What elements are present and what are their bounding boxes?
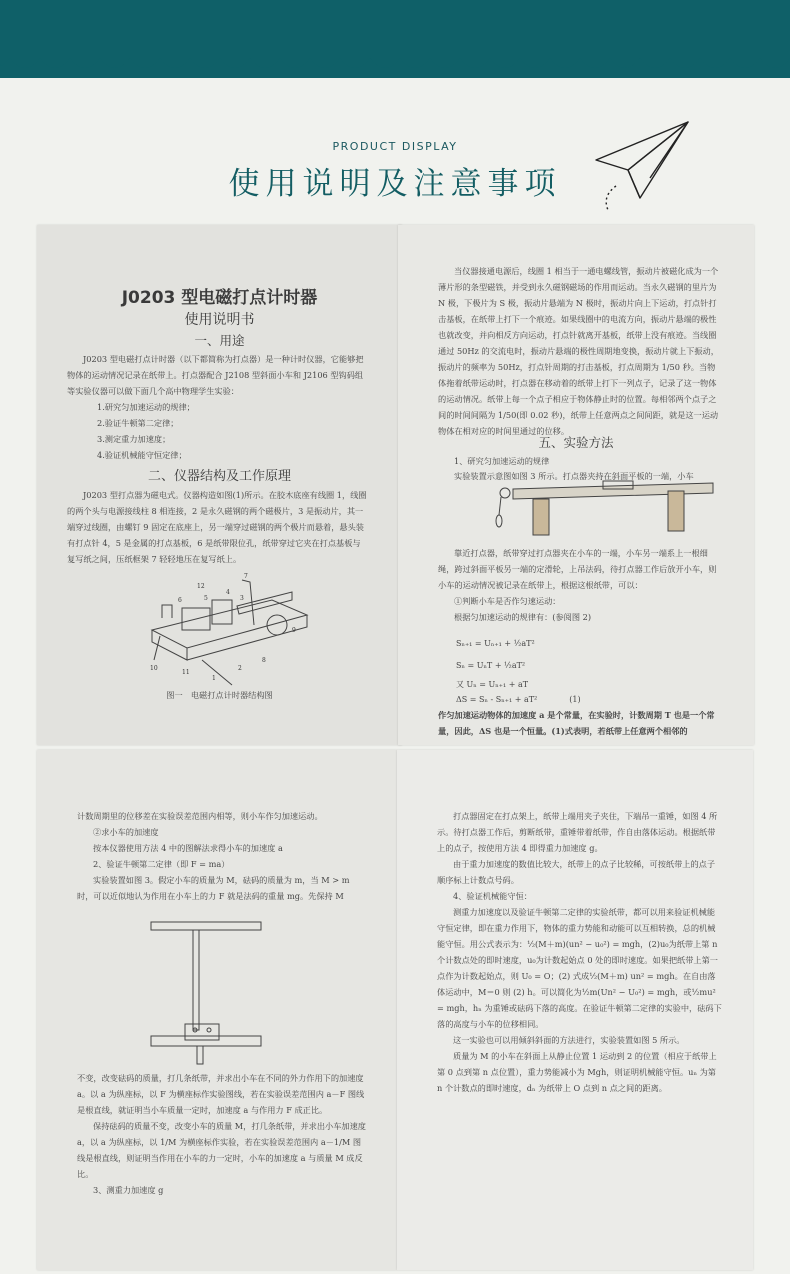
page3-text-bottom xyxy=(77,1070,367,1198)
diagram-label: 5 xyxy=(204,595,208,602)
manual-page-1 xyxy=(37,225,402,745)
formula-line: 又 Uₙ = Uₙ₊₁ + aT xyxy=(456,680,529,689)
page3-item: 3、测重力加速度 g xyxy=(93,1185,164,1195)
method-item: 1、研究匀加速运动的规律 xyxy=(454,456,550,466)
conclusion-text: 作匀加速运动物体的加速度 a 是个常量，在实验时，计数周期 T 也是一个常量，因此，ΔS 也是一个恒量。(1)式表明，若纸带上任意两个相邻的 xyxy=(438,710,715,736)
diagram-label: 6 xyxy=(178,597,182,604)
diagram-label: 1 xyxy=(212,675,216,682)
formula-line: ΔS = Sₙ - Sₙ₊₁ + aT² (1) xyxy=(456,695,581,704)
page3-paragraph: 计数周期里的位移差在实验误差范围内相等，则小车作匀加速运动。 xyxy=(77,811,323,821)
usage-text xyxy=(67,351,367,463)
page3-text-top xyxy=(77,808,367,904)
incline-apparatus-diagram xyxy=(493,475,723,545)
page-title: 使用说明及注意事项 xyxy=(228,166,562,202)
page3-paragraph: 不变，改变砝码的质量，打几条纸带，并求出小车在不同的外力作用下的加速度 a。以 a 为纵座标，以 F 为横座标作实验图线，若在实验误差范围内 a－F 图线是根直线，就证明当小车质量一定时，加速度 a 与作用力 F 成正比。 xyxy=(77,1073,365,1115)
diagram-label: 4 xyxy=(226,589,230,596)
diagram-label: 12 xyxy=(197,583,205,590)
page4-item: 4、验证机械能守恒： xyxy=(453,891,532,901)
diagram-label: 11 xyxy=(182,669,190,676)
section-heading-structure: 二、仪器结构及工作原理 xyxy=(147,469,291,484)
page4-text xyxy=(437,808,722,1096)
list-item: 3.测定重力加速度； xyxy=(97,434,171,444)
structure-paragraph: J0203 型打点器为磁电式。仪器构造如图(1)所示。在胶木底座有线圈 1，线圈的两个头与电源接线柱 8 相连接，2 是永久磁钢的两个磁极片，3 是振动片，其一端穿过线圈，由螺钉 9 固定在底座上，另一端穿过磁钢的两个极片而悬着，悬头装有打点针 4，5 是金属的打点基板，6 是纸带限位孔，纸带穿过它夹在打点基板与复写纸之间，压纸框架 7 轻轻地压在复写纸上。 xyxy=(67,490,367,564)
list-item: 1.研究匀加速运动的规律； xyxy=(97,402,195,412)
page4-paragraph: 由于重力加速度的数值比较大，纸带上的点子比较稀，可按纸带上的点子顺序标上计数点号码。 xyxy=(437,859,716,885)
section-heading-method: 五、实验方法 xyxy=(538,435,614,450)
manual-subtitle: 使用说明书 xyxy=(184,312,255,328)
page4-paragraph: 打点器固定在打点架上，纸带上端用夹子夹住，下端吊一重锤，如图 4 所示。待打点器工作后，剪断纸带，重锤带着纸带，作自由落体运动。根据纸带上的点子，按使用方法 4 即得重力加速度 g。 xyxy=(437,811,718,853)
page3-item: 2、验证牛顿第二定律（即 F = ma） xyxy=(93,859,230,869)
page3-paragraph: 实验装置如图 3。假定小车的质量为 M，砝码的质量为 m，当 M > m 时，可以近似地认为作用在小车上的力 F 就是法码的重量 mg。先保持 M xyxy=(77,875,350,901)
section-heading-usage: 一、用途 xyxy=(194,333,245,348)
method-item: 根据匀加速运动的规律有：(参阅图 2) xyxy=(454,612,592,622)
page4-paragraph: 质量为 M 的小车在斜面上从静止位置 1 运动到 2 的位置（相应于纸带上第 0 点到第 n 点位置），重力势能减小为 Mgh，则证明机械能守恒。uₙ 为第 n 个计数点的即时速度，dₙ 为纸带上 O 点到 n 点之间的距离。 xyxy=(437,1051,717,1093)
page4-paragraph: 这一实验也可以用倾斜斜面的方法进行，实验装置如图 5 所示。 xyxy=(453,1035,685,1045)
figure-caption: 图一 电磁打点计时器结构图 xyxy=(166,690,273,700)
manual-title: J0203 型电磁打点计时器 xyxy=(121,288,318,308)
usage-paragraph: J0203 型电磁打点计时器（以下都简称为打点器）是一种计时仪器，它能够把物体的运动情况记录在纸带上。打点器配合 J2108 型斜面小车和 J2106 型钩码组等实验仪器可以做下面几个高中物理学生实验： xyxy=(67,354,364,396)
diagram-label: 9 xyxy=(292,627,296,634)
diagram-label: 2 xyxy=(238,665,242,672)
manual-page-4 xyxy=(397,750,753,1270)
formula-line: Sₙ = UₙT + ½aT² xyxy=(456,661,526,670)
diagram-label: 7 xyxy=(244,573,248,580)
paper-plane-icon xyxy=(588,118,698,218)
list-item: 4.验证机械能守恒定律； xyxy=(97,450,187,460)
principle-paragraph: 当仪器接通电源后，线圈 1 相当于一通电螺线管，振动片被磁化成为一个薄片形的条型磁铁，并受到永久磁钢磁场的作用而运动。当永久磁钢的里片为 N 极，下极片为 S 极，振动片悬端为 N 极时，振动片向上下运动，打点针打击基板，在纸带上打下一个痕迹。如果线圈中的电流方向，振动片悬端的极性也就改变，并向相反方向运动，打点针就离开基板，纸带上没有痕迹。当线圈通过 50Hz 的交流电时，振动片悬端的极性周期地变换，振动片就上下振动，振动片的频率为 50Hz，打点针周期的打击基板，打点周期为 1/50 秒。当物体拖着纸带运动时，打点器在移动着的纸带上打下一列点子，记录了这一物体的运动情况。纸带上每一个点子相应于物体静止时的位置。每相邻两个点子之间的时间间隔为 1/50(即 0.02 秒)，纸带上任意两点之间间距，就是这一运动物体在相对应的时间里通过的位移。 xyxy=(438,266,719,436)
page3-paragraph: 按本仪器使用方法 4 中的图解法求得小车的加速度 a xyxy=(93,843,283,853)
structure-text xyxy=(67,487,367,567)
method-text xyxy=(438,545,723,625)
principle-text xyxy=(438,263,723,439)
method-item: ①判断小车是否作匀速运动： xyxy=(454,596,561,606)
scalloped-edge xyxy=(0,40,790,80)
diagram-label: 10 xyxy=(150,665,158,672)
method-text: 实验装置示意图如图 3 所示。打点器夹持在斜面平板的一端，小车 xyxy=(454,471,694,481)
diagram-label: 3 xyxy=(240,595,244,602)
formula-line: Sₙ₊₁ = Uₙ₊₁ + ½aT² xyxy=(456,639,535,648)
manual-page-2 xyxy=(398,225,754,745)
diagram-label: 8 xyxy=(262,657,266,664)
page4-paragraph: 测重力加速度以及验证牛顿第二定律的实验纸带，都可以用来验证机械能守恒定律，即在重力作用下，物体的重力势能和动能可以互相转换，总的机械能守恒。用公式表示为：½(M＋m)(un² − u₀²) = mgh，(2)u₀为纸带上第 n 个计数点处的即时速度，u₀为计数起始点 0 处的即时速度。如果把纸带上第一点作为计数起始点，则 U₀ = O；(2) 式成½(M＋m) un² = mgh。在自由落体运动中，M＝0 则 (2) h。可以简化为½m(Un² − U₀²) = mgh，或½mu² = mgh，hₙ 为重锤或砝码下落的高度。在验证牛顿第二定律的实验中，砝码下落的高度与小车的位移相同。 xyxy=(437,907,722,1029)
method-paragraph: 靠近打点器，纸带穿过打点器夹在小车的一端，小车另一端系上一根细绳，跨过斜面平板另一端的定滑轮，上吊法码，待打点器工作后放开小车，则小车的运动情况被记录在纸带上，根据这根纸带，可以： xyxy=(438,548,717,590)
page3-paragraph: 保持砝码的质量不变，改变小车的质量 M，打几条纸带，并求出小车加速度 a，以 a 为纵座标，以 1/M 为横座标作实验，若在实验误差范围内 a－1/M 图线是根直线，则证明当作用在小车的力一定时，小车的加速度 a 与质量 M 成反比。 xyxy=(77,1121,366,1179)
formula-block xyxy=(456,633,696,707)
list-item: 2.验证牛顿第二定律； xyxy=(97,418,179,428)
product-display-label: PRODUCT DISPLAY xyxy=(332,140,458,153)
timer-structure-diagram xyxy=(142,570,317,690)
newton-law-apparatus-diagram xyxy=(147,918,267,1070)
manual-page-3 xyxy=(37,750,397,1270)
top-banner xyxy=(0,0,790,78)
page3-item: ②求小车的加速度 xyxy=(93,827,159,837)
